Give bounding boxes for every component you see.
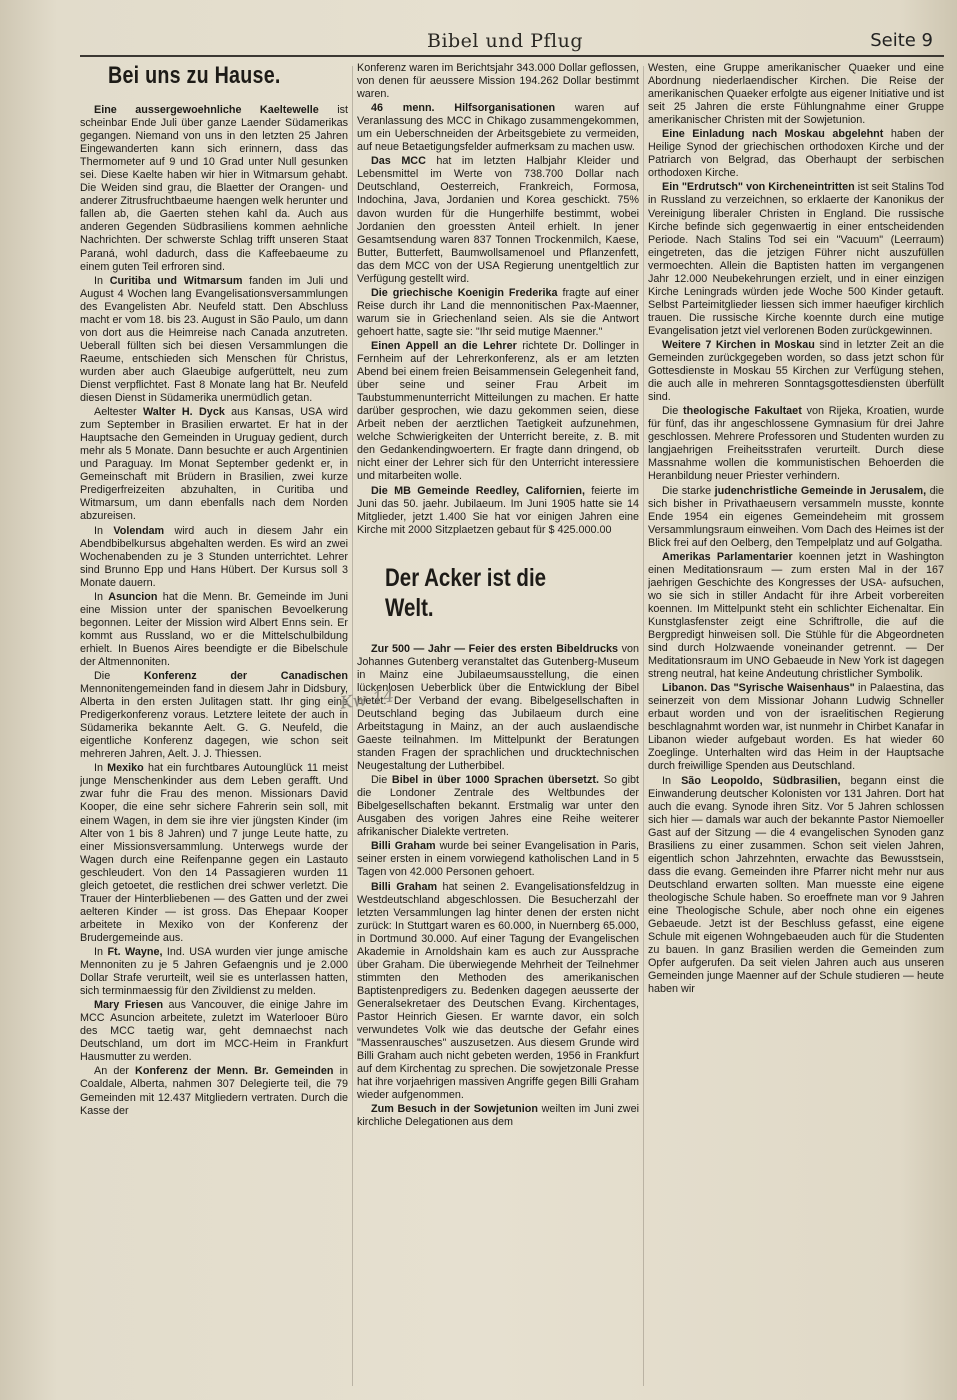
paragraph-text: hat ein furchtbares Autounglück 11 meist junge Menschenkinder aus dem Leben gerafft. Und zwar fuhr die Frau des menon. Missionars David Kooper, die eine sehr sichere Fahrerin sein soll, mit einem Wagen, in dem sie ihre vier jüngsten Kinder (im Alter von 1 bis 8 Jahren) und 7 junge Leute hatte, zu einer Missionsversammlung. Unterwegs wurde der Wagen durch eine Reifenpanne gegen ein Lastauto geschleudert. Von den 14 Passagieren wurden 11 gleich getoetet, die restlichen drei schwer verletzt. Die Trauer der Hinterbliebenen — des Gatten und der zwei aelteren Kinder — ist gross. Das Ehepaar Kooper arbeitete in Mexiko von der Konferenz der Brudergemeinde aus. [80, 762, 348, 944]
paragraph-text: waren auf Veranlassung des MCC in Chikago zusammengekommen, um ein Ueberschneiden der Arbeitsgebiete zu vermeiden, auf neue Betaetigungsfelder aufmerksam zu machen usw. [357, 102, 639, 154]
paragraph-keyword: Volendam [113, 524, 165, 537]
article-paragraph [80, 591, 348, 669]
article-paragraph [357, 62, 639, 101]
paragraph-text: in Coaldale, Alberta, nahmen 307 Delegierte teil, die 79 Gemeinden mit 12.437 Mitgliedern vertraten. Durch die Kasse der [80, 1065, 348, 1117]
paragraph-text: aus Kansas, USA wird zum September in Brasilien erwartet. Er hat in der Hauptsache den Gemeinden in Uruguay gedient, durch mehr als 5 Monate. Dann besuchte er auch Argentinien und Paraguay. Im Monat September gedenkt er, in Gemeinschaft mit Brüdern in Brasilien, zwei kurze Predigerfreizeiten abzuhalten, in Curitiba und Witmarsum, um dann ebenfalls nach dem Norden abzureisen. [80, 406, 348, 523]
paragraph-keyword: Eine Einladung nach Moskau abgelehnt [662, 128, 884, 141]
paragraph-text: hat die Menn. Br. Gemeinde im Juni eine Mission unter der spanischen Bevoelkerung begonnen. Leiter der Mission wird Albert Enns sein. Er kommt aus Russland, wo er die Mittelschulbildung erhielt. In Buenos Aires beendigte er die Bibelschule der Altmennoniten. [80, 590, 348, 668]
paragraph-text: feierte im Juni das 50. jaehr. Jubilaeum. Im Juni 1905 hatte sie 14 Mitglieder, jetzt 1.400 Sie hat vor einigen Jahren eine Kirche mit 2000 Sitzplaetzen gebaut für $ 425.000.00 [357, 484, 639, 536]
paragraph-text: richtete Dr. Dollinger in Fernheim auf der Lehrerkonferenz, als er am letzten Abend bei einem freien Beisammensein Gelegenheit fand, über seine und seiner Frau Arbeit im Taubstummenunterricht Mitteilungen zu machen. Er hatte darüber gesprochen, wie dazu gekommen seien, diese Arbeit neben der aerztlichen Taetigkeit aufzunehmen, welche Schwierigkeiten der Unterricht bereite, z. B. mit den Gedankendingwoertern. Er fragte dann dringend, ob nicht einer der Lehrer sich für den Unterricht interessiere und mitarbeiten wolle. [357, 339, 639, 483]
paragraph-keyword: Zum Besuch in der Sowjetunion [371, 1103, 538, 1116]
paragraph-text: von Rijeka, Kroatien, wurde für fünf, das ihr angeschlossene Gymnasium für drei Jahre geschlossen. Mehrere Professoren und Studenten wurden zu langjaehrigen Freiheitsstrafen verurteilt. Durch diese Massnahme wollen die kommunistischen Behoerden die Heranbildung neuer Priester verhindern. [648, 405, 944, 483]
column-divider-1 [352, 66, 353, 1386]
paragraph-keyword: Billi Graham [371, 880, 438, 893]
article-paragraph [80, 762, 348, 945]
article-paragraph [357, 1103, 639, 1129]
column-2-articles [357, 62, 639, 537]
paragraph-keyword: Zur 500 — Jahr — Feier des ersten Bibeldrucks [371, 642, 618, 655]
paragraph-keyword: Billi Graham [371, 840, 436, 853]
paragraph-lead: Die [371, 774, 392, 787]
column-1 [80, 62, 348, 1392]
paragraph-lead: In [94, 274, 110, 287]
paragraph-text: in Palaestina, das seinerzeit von dem Missionar Johann Ludwig Schneller erbaut worden und von der israelitischen Regierung beschlagnahmt worden war, ist nunmehr in Chirbet Kanafar in Libanon wieder aufgebaut worden. Es hat wieder 60 Zoeglinge. Unterhalten wird das Heim in der Hauptsache durch freiwillige Spenden aus Deutschland. [648, 682, 944, 773]
paragraph-keyword: Mexiko [107, 762, 144, 775]
paragraph-text: von Johannes Gutenberg veranstaltet das Gutenberg-Museum in Mainz eine Jubilaeumsausstellung, die einen lückenlosen Ueberblick über die Entwicklung der Bibel bietet. Der Verband der evang. Bibelgesellschaften in Deutschland beging das Jubilaeum durch eine Arbeitstagung in Mainz, an der auch auslaendische Gaeste teilnahmen. Im Mittelpunkt der Beratungen standen Fragen der sprachlichen und drucktechnischen Neugestaltung der Lutherbibel. [357, 642, 639, 773]
article-paragraph [648, 405, 944, 483]
paragraph-keyword: theologische Fakultaet [683, 405, 802, 418]
column-1-articles [80, 104, 348, 1118]
publication-title: Bibel und Pflug [426, 30, 584, 52]
paragraph-keyword: Ft. Wayne, [107, 946, 163, 958]
paragraph-text: die sich bisher in Privathaeusern versammeln musste, konnte Ende 1954 ein eigenes Gemeindeheim mit grossem Versammlungsraum einweihen. Vom Dach des Heimes ist der Blick frei auf den Oelberg, den Tempelplatz und auf Golgatha. [648, 484, 944, 549]
header-rule [80, 55, 944, 57]
article-paragraph [357, 340, 639, 484]
paragraph-text: sind in letzter Zeit an die Gemeinden zurückgegeben worden, so dass jetzt schon für Gottesdienste in Moskau 55 Kirchen zur Verfügung stehen, die auch alle in mehreren Sonntagsgottesdiensten überfüllt sind. [648, 338, 944, 404]
paragraph-keyword: Konferenz der Menn. Br. Gemeinden [135, 1065, 334, 1078]
article-paragraph [80, 1065, 348, 1117]
paragraph-text: begann einst die Einwanderung deutscher Kolonisten vor 131 Jahren. Dort hat auch die evang. Synode ihren Sitz. Vor 5 Jahren schlossen sich hier — damals war auch der bekannte Pastor Niemoeller Gast auf der Sitzung — die 4 evangelischen Synoden ganz Brasiliens zu einer zusammen. Schon seit vielen Jahren, eigentlich schon Jahrzehnten, erwachte das Bewusstsein, dass die evang. Gemeinden ihre Pfarrer nicht mehr nur aus Deutschland erwarten sollten. Man muesste eine eigene theologische Schule haben. So eroeffnete man vor 9 Jahren eine Theologische Schule, aber noch ohne ein eigenes Gebaeude. Jetzt ist der Beschluss gefasst, eine eigene Schule mit eigenen Wohngebaeuden auch für die Studenten zu bauen. In ganz Brasilien werden die Gemeinden zum Opfer aufgerufen. Da seit vielen Jahren auch aus unseren Gemeinden junge Maenner auf der Schule studieren — heute haben wir [648, 774, 944, 996]
article-paragraph [648, 181, 944, 338]
article-paragraph [648, 485, 944, 550]
article-paragraph [357, 774, 639, 839]
paragraph-keyword: Amerikas Parlamentarier [662, 550, 793, 563]
paragraph-lead: Aeltester [94, 406, 143, 419]
article-paragraph [80, 999, 348, 1064]
paragraph-text: hat seinen 2. Evangelisationsfeldzug in Westdeutschland abgeschlossen. Die Besucherzahl der letzten Versammlungen lag hinter denen der ersten nicht zurück: In Stuttgart waren es 60.000, in Nuernberg 65.000, in Dortmund 30.000. Auf einer Tagung der Evangelischen Akademie in Arnoldshain kam es auch zur Aussprache über Graham. Die überwiegende Mehrheit der Teilnehmer stimmten den Methoden des amerikanischen Baptistenpredigers zu. Bedenken dagegen aeusserte der Generalsekretaer des Deutschen Evang. Kirchentages, Pastor Heinrich Giesen. Er warnte davor, ein solch verwundetes Volk wie das deutsche der Gefahr eines "Massenrausches" auszusetzen. Aus diesem Grunde wird Billi Graham auch nicht gebeten werden, 1956 in Frankfurt auf dem Kirchentag zu sprechen. Die sowjetzonale Presse hat ihre vorjaehrigen massiven Angriffe gegen Billi Graham wieder aufgenommen. [357, 880, 639, 1102]
paragraph-lead: Die [94, 670, 144, 683]
article-paragraph [80, 104, 348, 274]
paragraph-keyword: Asuncion [108, 590, 158, 603]
article-paragraph [357, 102, 639, 154]
column-divider-2 [643, 66, 644, 1386]
paragraph-text: Mennonitengemeinden fand in diesem Jahr in Didsbury, Alberta in den ersten Julitagen statt. Ihr ging eine Predigerkonferenz voraus. Letztere leitete der auch in Südamerika bekannte Aelt. G. G. Neufeld, die eigentliche Konferenz dagegen, wie schon seit mehreren Jahren, Aelt. J. J. Thiessen. [80, 683, 348, 761]
page-number: Seite 9 [870, 30, 933, 51]
paragraph-text: wurde bei seiner Evangelisation in Paris, seiner ersten in einem vorwiegend katholischen Land in 5 Tagen von 42.000 Personen gehoert. [357, 840, 639, 879]
paragraph-lead: In [94, 524, 114, 537]
paragraph-lead: In [94, 946, 108, 958]
paragraph-lead: In [94, 762, 108, 775]
paragraph-keyword: Walter H. Dyck [142, 406, 225, 419]
paragraph-keyword: Eine aussergewoehnliche Kaeltewelle [94, 104, 319, 116]
paragraph-text: ist scheinbar Ende Juli über ganze Laender Südamerikas gegangen. Niemand von uns in den letzten 25 Jahren Eingewanderten kann sich erinnern, dass das Thermometer auf 9 und 10 Grad unter Null gesunken sei. Diese Kaelte haben wir hier in Witmarsum gehabt. Die Weiden sind grau, die Blaetter der Orangen- und anderer Zitrusfruchtbaeume haengen welk herunter und fallen ab, die Gaerten stehen kahl da. Auch aus anderen Gegenden Südbrasiliens kommen aehnliche Nachrichten. Der schwerste Schlag trifft unseren Staat Paraná, wohl dadurch, dass die Kaffeebaeume zu einem guten Teil erfroren sind. [80, 104, 348, 273]
paragraph-keyword: 46 menn. Hilfsorganisationen [371, 102, 556, 115]
paragraph-keyword: judenchristliche Gemeinde in Jerusalem, [714, 484, 927, 497]
column-2-world-articles [357, 643, 639, 1130]
article-paragraph [357, 643, 639, 773]
column-3 [648, 62, 944, 1392]
paragraph-keyword: Die MB Gemeinde Reedley, Californien, [371, 484, 585, 497]
column-2 [357, 62, 639, 1392]
paragraph-text: haben der Heilige Synod der griechischen orthodoxen Kirche und der Patriarch von Belgrad, das Oberhaupt der serbischen orthodoxen Kirche. [648, 128, 944, 180]
article-paragraph [357, 155, 639, 285]
paragraph-lead: Die starke [662, 484, 715, 497]
article-paragraph [80, 275, 348, 405]
article-paragraph [648, 62, 944, 127]
paragraph-text: Westen, eine Gruppe amerikanischer Quaeker und eine Abordnung niederlaendischer Kirchen. Die Reise der amerikanischen Quaeker erfolgte aus eigener Initiative und ist seit 25 Jahren die erste Fühlungnahme einer Gruppe amerikanischer Christen mit der Sowjetunion. [648, 62, 944, 127]
paragraph-keyword: Ein "Erdrutsch" von Kircheneintritten [662, 181, 855, 194]
article-paragraph [648, 551, 944, 681]
article-paragraph [80, 946, 348, 998]
paragraph-text: Konferenz waren im Berichtsjahr 343.000 Dollar geflossen, von denen für aeussere Mission 194.262 Dollar bestimmt waren. [357, 62, 639, 101]
paragraph-keyword: Einen Appell an die Lehrer [371, 339, 517, 352]
article-paragraph [357, 287, 639, 339]
paragraph-keyword: Libanon. Das "Syrische Waisenhaus" [662, 682, 855, 695]
article-paragraph [648, 128, 944, 180]
paragraph-lead: Die [662, 405, 683, 418]
paragraph-keyword: Mary Friesen [94, 999, 164, 1012]
paragraph-text: Ind. USA wurden vier junge amische Mennoniten zu je 5 Jahren Gefaengnis und je 2.000 Dollar Strafe verurteilt, weil sie es unterlassen hatten, sich terminmaessig für den Zivildienst zu melden. [80, 946, 348, 998]
section-heading-world: Der Acker ist die Welt. [385, 563, 547, 622]
article-paragraph [80, 525, 348, 590]
article-paragraph [80, 406, 348, 523]
paragraph-lead: In [94, 590, 109, 603]
paragraph-text: aus Vancouver, die einige Jahre im MCC Asuncion arbeitete, zuletzt im Waterlooer Büro des MCC taetig war, geht demnaechst nach Deutschland, um dort im MCC-Heim in Frankfurt Hausmutter zu werden. [80, 999, 348, 1064]
article-paragraph [648, 682, 944, 773]
paragraph-keyword: Weitere 7 Kirchen in Moskau [662, 338, 815, 351]
paragraph-text: hat im letzten Halbjahr Kleider und Lebensmittel im Werte von 738.700 Dollar nach Deutschland, Oesterreich, Frankreich, Formosa, Indochina, Java, Jordanien und Korea geschickt. 75% davon wurden für die Hungerhilfe bestimmt, wobei Jordanien den groessten Anteil erhielt. In jener Gesamtsendung waren 837 Tonnen Trockenmilch, Kaese, Butter, Butterfett, Baumwollsamenoel und Pflanzenfett, das dem MCC von der USA Regierung unentgeltlich zur Verfügung gestellt wird. [357, 155, 639, 285]
article-paragraph [357, 881, 639, 1103]
paragraph-lead: In [662, 774, 682, 787]
article-paragraph [357, 485, 639, 537]
column-3-articles [648, 62, 944, 996]
paragraph-text: fanden im Juli und August 4 Wochen lang Evangelisationsversammlungen des Evangelisten Abr. Neufeld statt. Den Abschluss macht er vom 18. bis 23. August in São Paulo, um dann von dort aus die Heimreise nach Canada anzutreten. Ueberall füllten sich bei diesen Versammlungen die Raeume, entschieden sich Menschen für Christus, wurden aber auch Glaeubige aufgerüttelt, neu zum Dienst verpflichtet. Fast 8 Monate lang hat Br. Neufeld diesen Dienst in Südamerika unermüdlich getan. [80, 274, 348, 405]
paragraph-lead: An der [94, 1065, 136, 1078]
paragraph-keyword: São Leopoldo, Südbrasilien, [681, 774, 841, 787]
paragraph-keyword: Curitiba und Witmarsum [109, 274, 243, 287]
article-paragraph [80, 670, 348, 761]
article-paragraph [357, 840, 639, 879]
paragraph-keyword: Die griechische Koenigin Frederika [371, 286, 558, 299]
section-heading-home: Bei uns zu Hause. [108, 62, 281, 89]
paragraph-keyword: Das MCC [371, 155, 426, 168]
paragraph-text: ist seit Stalins Tod in Russland zu verzeichnen, so erklaerte der Kanonikus der Vereinigung liberaler Christen in England. Die russische Kirche befinde sich gegenwaertig in einer entscheidenden Periode. Nach Stalins Tod sei ein "Vacuum" (Leerraum) eingetreten, das die jetzigen Führer nicht auszufüllen vermoechten. Allein die Baptisten hatten im vergangenen Jahr 12.000 Neubekehrungen erzielt, und in einer einzigen Kirche Leningrads würden jede Woche 500 Kinder getauft. Selbst Parteimitglieder liessen sich immer haeufiger kirchlich trauen. Die russische Kirche koennte durch eine mutige Evangelisation jetzt viel verlorenen Boden zurückgewinnen. [648, 181, 944, 337]
paragraph-text: wird auch in diesem Jahr ein Abendbibelkursus abgehalten werden. Es wird an zwei Wochenabenden zu je 3 Stunden unterrichtet. Lehrer sind Brunno Epp und Hans Hübert. Der Kursus soll 3 Monate dauern. [80, 524, 348, 589]
article-paragraph [648, 339, 944, 404]
paragraph-text: So gibt die Londoner Zentrale des Weltbundes der Bibelgesellschaften bekannt. Erstmalig war unter den Ausgaben des vorigen Jahres eine Reihe weiterer afrikanischer Dialekte vertreten. [357, 774, 639, 839]
paragraph-keyword: Bibel in über 1000 Sprachen übersetzt. [391, 774, 599, 787]
paragraph-text: fragte auf einer Reise durch ihr Land die mennonitischen Pax-Maenner, warum sie in Griechenland seien. Als sie die Antwort gehoert hatte, sagte sie: "Ihr seid mutige Maenner." [357, 286, 639, 338]
article-paragraph [648, 775, 944, 997]
paragraph-text: weilten im Juni zwei kirchliche Delegationen aus dem [357, 1103, 639, 1129]
pencil-annotation: Kw 14 [338, 686, 396, 714]
paragraph-text: koennen jetzt in Washington einen Meditationsraum — zum ersten Mal in der 167 jaehrigen Geschichte des Kongresses der USA- aufsuchen, wo sie sich in stiller Andacht für ihre Arbeit vorbereiten koennen. Im Mittelpunkt steht ein schlichter Eichenaltar. Ein Kunstglasfenster zeigt eine Schriftrolle, die auf die Bergpredigt hinweisen soll. Die Stühle für die Abgeordneten sind durch Holzwaende voneinander getrennt. — Der Meditationsraum im UNO Gebaeude in New York ist dagegen streng neutral, hat keine Andeutung christlicher Symbolik. [648, 550, 944, 681]
paragraph-keyword: Konferenz der Canadischen [143, 670, 348, 683]
